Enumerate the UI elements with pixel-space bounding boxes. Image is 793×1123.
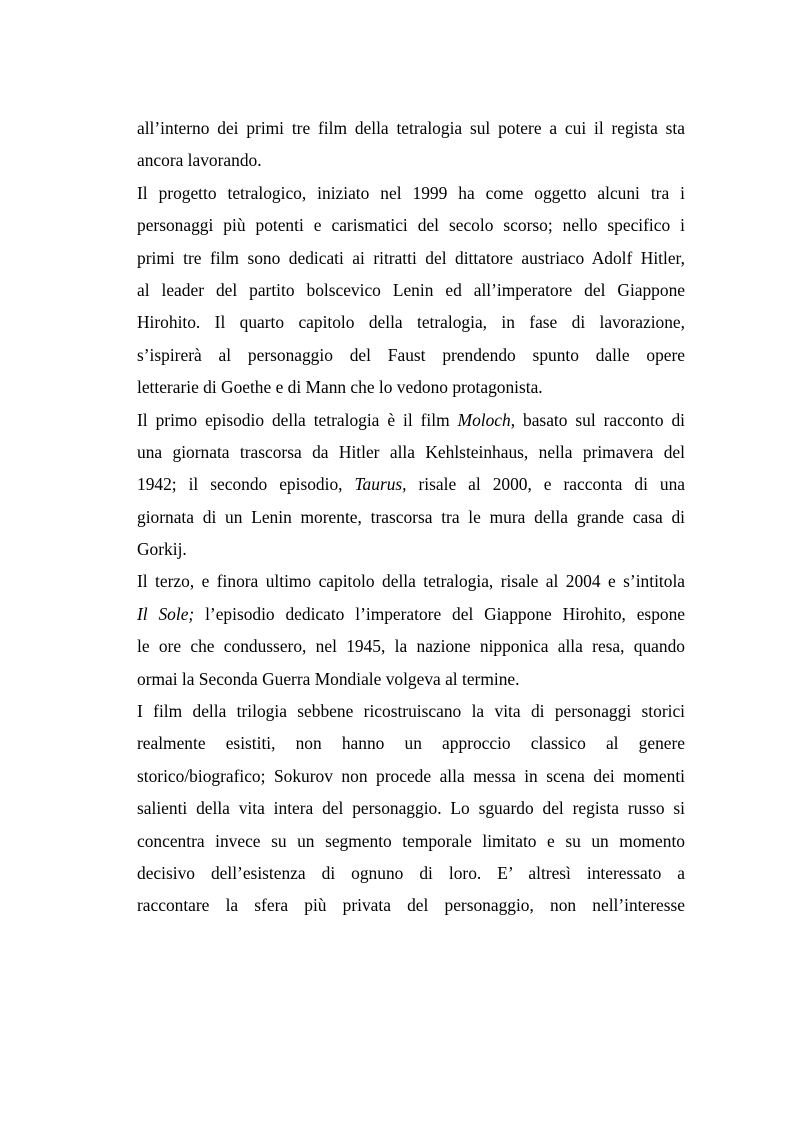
text-line: raccontare la sfera più privata del personaggio, non nell’interesse [137, 895, 685, 916]
text-line: ormai la Seconda Guerra Mondiale volgeva al termine. [137, 668, 520, 689]
italic-title: Taurus, [354, 474, 407, 495]
text-line: concentra invece su un segmento temporale limitato e su un momento [137, 830, 685, 851]
text-segment: Il primo episodio della tetralogia è il film [137, 409, 458, 430]
text-line: letterarie di Goethe e di Mann che lo vedono protagonista. [137, 377, 543, 398]
text-segment: l’episodio dedicato l’imperatore del Giappone Hirohito, espone [194, 603, 686, 624]
text-line: s’ispirerà al personaggio del Faust prendendo spunto dalle opere [137, 344, 685, 365]
text-line: al leader del partito bolscevico Lenin ed all’imperatore del Giappone [137, 279, 685, 300]
text-line: Hirohito. Il quarto capitolo della tetralogia, in fase di lavorazione, [137, 312, 685, 333]
text-line: realmente esistiti, non hanno un approccio classico al genere [137, 733, 685, 754]
text-segment: risale al 2000, e racconta di una [406, 474, 685, 495]
text-line: decisivo dell’esistenza di ognuno di loro. E’ altresì interessato a [137, 862, 685, 883]
text-segment: 1942; il secondo episodio, [137, 474, 355, 495]
italic-title: Il Sole; [137, 603, 195, 624]
text-line: Gorkij. [137, 539, 187, 560]
text-line: personaggi più potenti e carismatici del secolo scorso; nello specifico i [137, 215, 685, 236]
text-segment: , basato sul racconto di [510, 409, 685, 430]
text-line: Il terzo, e finora ultimo capitolo della tetralogia, risale al 2004 e s’intitola [137, 571, 685, 592]
text-line: giornata di un Lenin morente, trascorsa tra le mura della grande casa di [137, 506, 685, 527]
document-page [137, 112, 685, 922]
text-line: salienti della vita intera del personaggio. Lo sguardo del regista russo si [137, 798, 685, 819]
text-line: storico/biografico; Sokurov non procede alla messa in scena dei momenti [137, 765, 685, 786]
text-line [137, 598, 685, 630]
text-line [137, 468, 685, 500]
text-line: all’interno dei primi tre film della tetralogia sul potere a cui il regista sta [137, 118, 685, 138]
text-line: ancora lavorando. [137, 150, 262, 171]
text-line: primi tre film sono dedicati ai ritratti del dittatore austriaco Adolf Hitler, [137, 247, 685, 268]
text-line: Il progetto tetralogico, iniziato nel 1999 ha come oggetto alcuni tra i [137, 182, 685, 203]
italic-title: Moloch [457, 409, 511, 430]
text-line: una giornata trascorsa da Hitler alla Kehlsteinhaus, nella primavera del [137, 441, 685, 462]
text-line: le ore che condussero, nel 1945, la nazione nipponica alla resa, quando [137, 636, 685, 657]
text-line: I film della trilogia sebbene ricostruiscano la vita di personaggi storici [137, 701, 685, 722]
text-line [137, 404, 685, 436]
